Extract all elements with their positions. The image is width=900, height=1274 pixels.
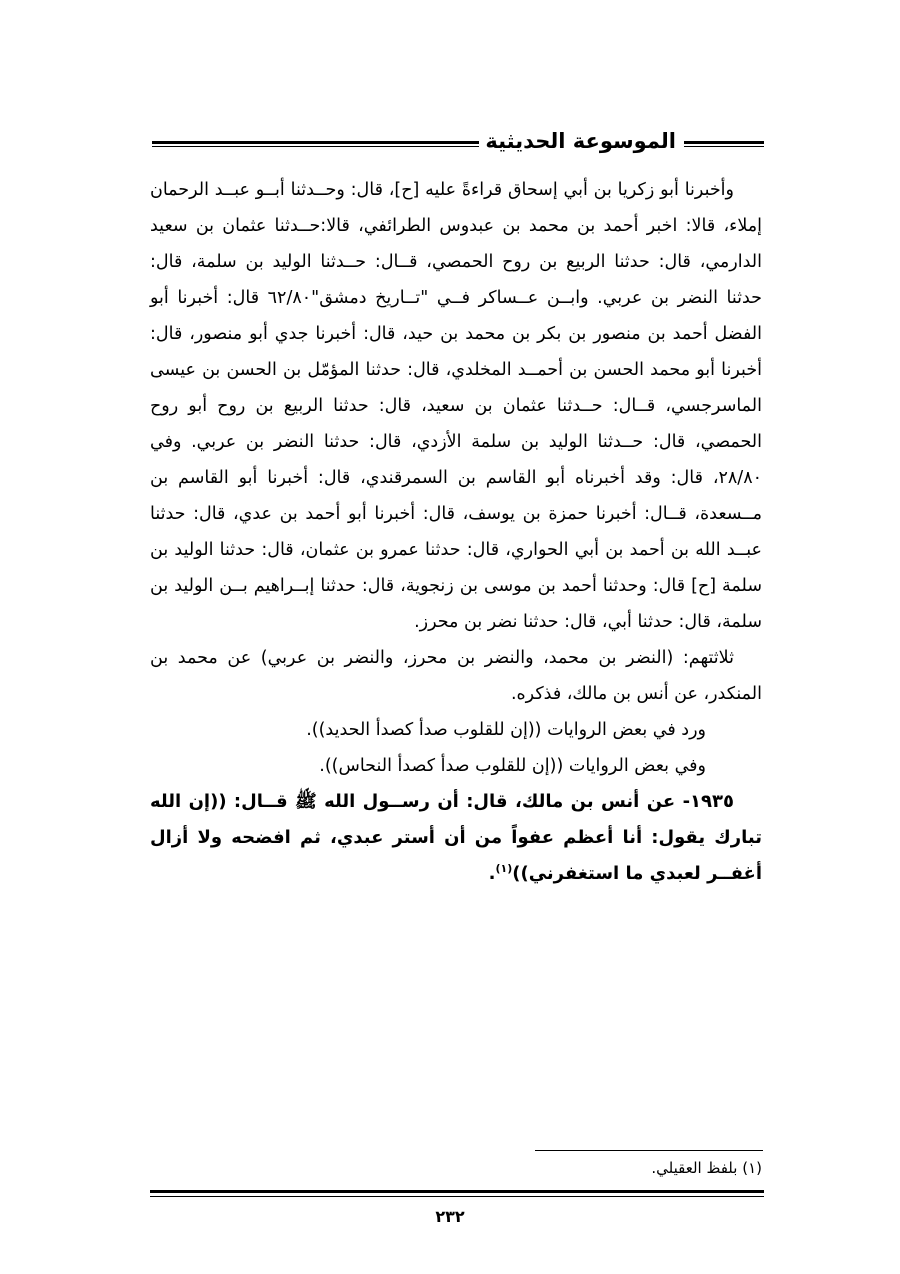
hadith-1935-text: ١٩٣٥- عن أنس بن مالك، قال: أن رســول الله ﷺ قــال: ((إن الله تبارك يقول: أنا أعظم عفواً من أن أستر عبدي، ثم افضحه ولا أزال أغفــر لعبدي ما استغفرني)) (150, 791, 762, 884)
paragraph-isnad: وأخبرنا أبو زكريا بن أبي إسحاق قراءةً عليه [ح]، قال: وحــدثنا أبــو عبــد الرحمان إملاء، قالا: اخبر أحمد بن محمد بن عبدوس الطرائفي، قالا:حــدثنا عثمان بن سعيد الدارمي، قال: حدثنا الربيع بن روح الحمصي، قــال: حــدثنا الوليد بن سلمة، قال: حدثنا النضر بن عربي. وابــن عــساكر فــي "تــاريخ دمشق"٦٢/٨٠ قال: أخبرنا أبو الفضل أحمد بن منصور بن بكر بن محمد بن حيد، قال: أخبرنا جدي أبو منصور، قال: أخبرنا أبو محمد الحسن بن أحمــد المخلدي، قال: حدثنا المؤمّل بن الحسن بن عيسى الماسرجسي، قــال: حــدثنا عثمان بن سعيد، قال: حدثنا الربيع بن روح أبو روح الحمصي، قال: حــدثنا الوليد بن سلمة الأزدي، قال: حدثنا النضر بن عربي. وفي ٢٨/٨٠، قال: وقد أخبرناه أبو القاسم بن السمرقندي، قال: أخبرنا أبو القاسم بن مــسعدة، قــال: أخبرنا حمزة بن يوسف، قال: أخبرنا أبو أحمد بن عدي، قال: حدثنا عبــد الله بن أحمد بن أبي الحواري، قال: حدثنا عمرو بن عثمان، قال: حدثنا الوليد بن سلمة [ح] قال: وحدثنا أحمد بن موسى بن زنجوية، قال: حدثنا إبــراهيم بــن الوليد بن سلمة، قال: حدثنا أبي، قال: حدثنا نضر بن محرز. (150, 180, 762, 632)
header-rule-right-thin (684, 146, 764, 147)
footnote: (١) بلفظ العقيلي. (651, 1159, 762, 1177)
page-number: ٢٣٢ (435, 1207, 465, 1226)
paragraph-variant-1: ورد في بعض الروايات ((إن للقلوب صدأ كصدأ الحديد)). (306, 720, 706, 740)
paragraph-variant-2: وفي بعض الروايات ((إن للقلوب صدأ كصدأ النحاس)). (319, 756, 706, 776)
paragraph-summary: ثلاثتهم: (النضر بن محمد، والنضر بن محرز، والنضر بن عربي) عن محمد بن المنكدر، عن أنس بن مالك، فذكره. (150, 648, 762, 704)
header-rule-left (152, 141, 524, 144)
header-rule-left-thin (152, 146, 524, 147)
footer-rule-thin (150, 1196, 764, 1197)
header-title: الموسوعة الحديثية (479, 128, 682, 154)
hadith-end-period: . (488, 863, 496, 884)
running-header (152, 128, 764, 154)
footer-rule-thick (150, 1190, 764, 1193)
header-rule-right (684, 141, 764, 144)
hadith-1935 (150, 784, 762, 892)
main-text (150, 172, 762, 892)
footnote-separator (535, 1150, 763, 1151)
footnote-reference: (١) (495, 862, 513, 875)
